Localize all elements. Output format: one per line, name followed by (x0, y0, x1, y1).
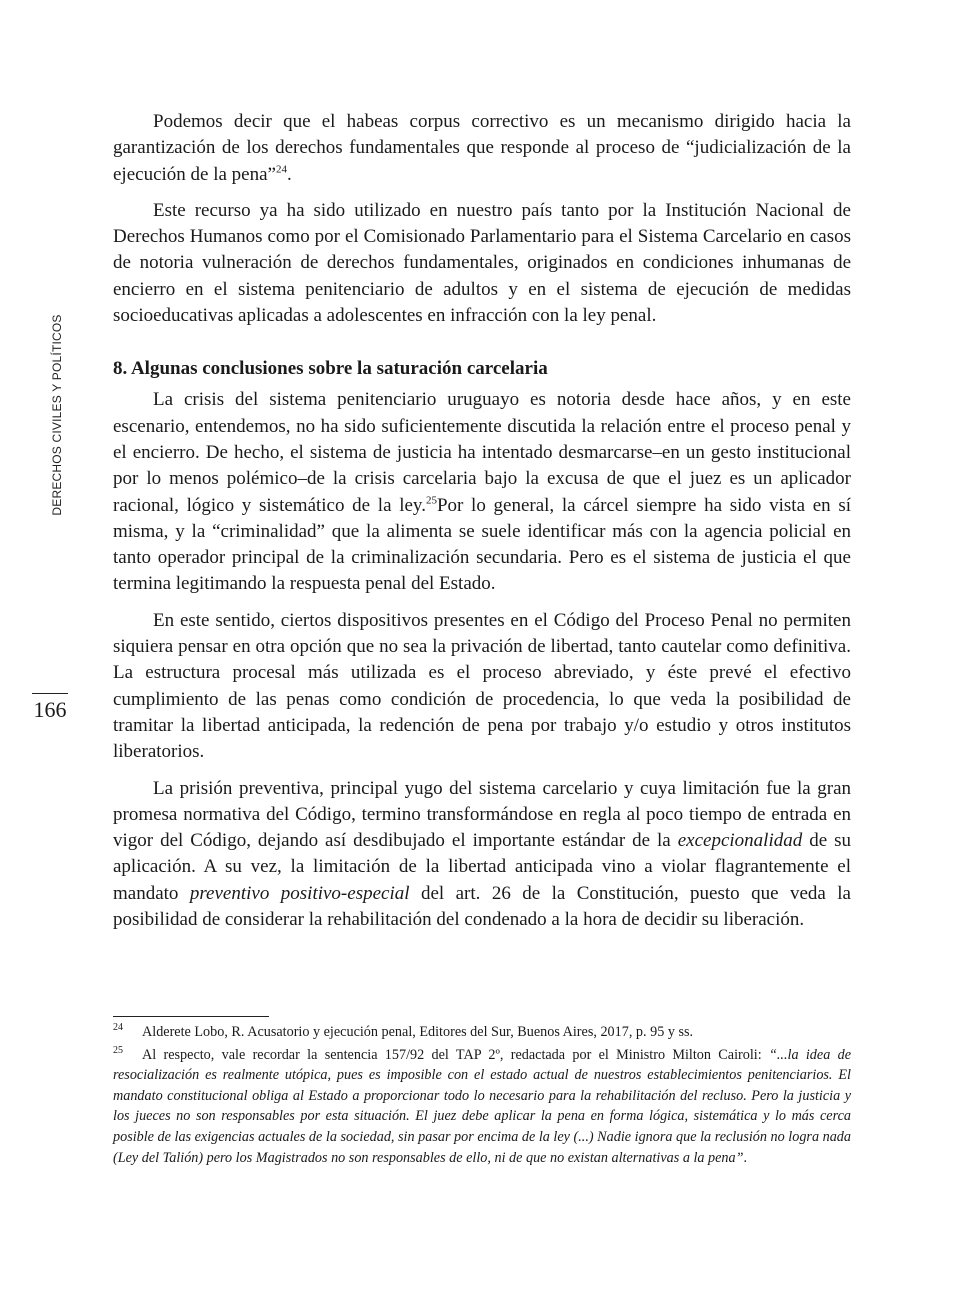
paragraph-5-part-3: del art. 26 de la Constitución, puesto que veda la posibilidad de considerar la rehabilitación del condenado a la hora de decidir su liberación. (113, 882, 851, 931)
paragraph-1-text: Podemos decir que el habeas corpus correctivo es un mecanismo dirigido hacia la garantización de los derechos fundamentales que responde al proceso de “judicialización de la ejecución de la pena” (113, 111, 851, 185)
footnote-end: . (743, 1149, 748, 1166)
section-heading: 8. Algunas conclusiones sobre la saturación carcelaria (113, 358, 548, 380)
paragraph-5-italic-2: preventivo positivo-especial (189, 882, 410, 904)
footnote-number: 25 (113, 1044, 123, 1056)
paragraph-3-text-b: Por lo general, la cárcel siempre ha sido vista en sí misma, y la “criminalidad” que la alimenta se suele identificar más con la agencia policial en tanto operador principal de la criminalización secundaria. Pero es el sistema de justicia el que termina legitimando la respuesta penal del Estado. (113, 494, 852, 595)
paragraph-1-end: . (286, 163, 292, 185)
running-section-label (22, 314, 92, 516)
paragraph-5-italic-1: excepcionalidad (677, 830, 803, 852)
paragraph-5-part-2: de su aplicación. A su vez, la limitación de la libertad anticipada vino a violar flagrantemente el mandato (113, 830, 851, 904)
paragraph-3 (113, 387, 851, 597)
footnote-ref-24[interactable]: 24 (275, 163, 287, 176)
footnote-quote: “...la idea de resocialización es realmente utópica, pues es imposible con el estado actual de nuestros establecimientos penitenciarios. El mandato constitucional obliga al Estado a proporcionar todo lo necesario para la rehabilitación del recluso. Pero la justicia y los jueces no son responsables por esta situación. El juez debe aplicar la pena en forma lógica, sistemática y lo más cerca posible de las exigencias actuales de la sociedad, sin pasar por encima de la ley (...) Nadie ignora que la reclusión no logra nada (Ley del Talión) pero los Magistrados no son responsables de ello, ni de que no existan alternativas a la pena” (113, 1046, 852, 1166)
paragraph-5 (113, 776, 851, 934)
footnote-25 (113, 1045, 851, 1169)
page-number-rule (32, 693, 68, 694)
footnote-number: 24 (113, 1022, 123, 1033)
footnotes (113, 1022, 851, 1170)
paragraph-5-part-1: La prisión preventiva, principal yugo del sistema carcelario y cuya limitación fue la gran promesa normativa del Código, termino transformándose en regla al poco tiempo de entrada en vigor del Código, dejando así desdibujado el importante estándar de la (113, 777, 851, 852)
footnote-24 (113, 1022, 851, 1043)
paragraph-3-text-a: La crisis del sistema penitenciario uruguayo es notoria desde hace años, y en este escenario, entendemos, no ha sido suficientemente discutida la relación entre el proceso penal y el encierro. De hecho, el sistema de justicia ha intentado desmarcarse–en un gesto institucional por lo menos polémico–de la crisis carcelaria bajo la excusa de que el juez es un aplicador racional, lógico y sistemático de la ley. (113, 389, 851, 516)
paragraph-4: En este sentido, ciertos dispositivos presentes en el Código del Proceso Penal no permiten siquiera pensar en otra opción que no sea la privación de libertad, tanto cautelar como definitiva. La estructura procesal más utilizada es el proceso abreviado, y éste prevé el efectivo cumplimiento de las penas como condición de procedencia, lo que veda la posibilidad de tramitar la libertad anticipada, la redención de pena por trabajo y/o estudio y otros institutos liberatorios. (113, 609, 851, 763)
paragraph-1 (113, 109, 851, 188)
section-label-text: DERECHOS CIVILES Y POLÍTICOS (50, 314, 64, 516)
footnote-separator (113, 1016, 269, 1017)
footnote-text: Al respecto, vale recordar la sentencia 157/92 del TAP 2º, redactada por el Ministro Milton Cairoli: (142, 1046, 769, 1063)
paragraph-2: Este recurso ya ha sido utilizado en nuestro país tanto por la Institución Nacional de Derechos Humanos como por el Comisionado Parlamentario para el Sistema Carcelario en casos de notoria vulneración de derechos fundamentales, originados en condiciones inhumanas de encierro en el sistema penitenciario de adultos y en el sistema de ejecución de medidas socioeducativas aplicadas a adolescentes en infracción con la ley penal. (113, 199, 851, 327)
footnote-ref-25[interactable]: 25 (425, 494, 437, 507)
footnote-text: Alderete Lobo, R. Acusatorio y ejecución penal, Editores del Sur, Buenos Aires, 2017, p. 95 y ss. (142, 1024, 694, 1040)
page-number: 166 (33, 697, 67, 722)
main-text (113, 109, 851, 943)
